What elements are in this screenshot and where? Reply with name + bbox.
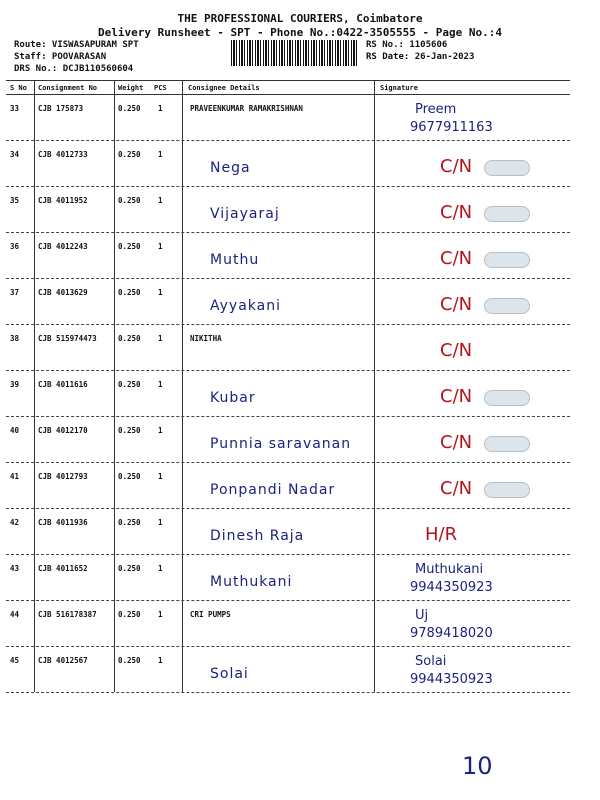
consignment-no: CJB 4012243 xyxy=(38,242,88,251)
consignee-handwritten: Dinesh Raja xyxy=(210,528,305,544)
serial-no: 35 xyxy=(10,196,20,205)
serial-no: 40 xyxy=(10,426,20,435)
row-divider xyxy=(6,370,570,371)
redacted-scribble-icon xyxy=(484,436,530,452)
consignment-no: CJB 4011616 xyxy=(38,380,88,389)
row-divider xyxy=(6,600,570,601)
row-divider xyxy=(6,508,570,509)
consignment-no: CJB 4013629 xyxy=(38,288,88,297)
redacted-scribble-icon xyxy=(484,252,530,268)
col-sno: S No xyxy=(10,84,27,92)
consignment-no: CJB 4012170 xyxy=(38,426,88,435)
weight: 0.250 xyxy=(118,196,141,205)
serial-no: 42 xyxy=(10,518,20,527)
weight: 0.250 xyxy=(118,518,141,527)
pcs: 1 xyxy=(158,564,163,573)
signature-mark: C/N xyxy=(440,340,473,361)
weight: 0.250 xyxy=(118,610,141,619)
drs-label: DRS No.: DCJB110560604 xyxy=(14,64,134,74)
row-divider xyxy=(6,186,570,187)
pcs: 1 xyxy=(158,380,163,389)
consignment-no: CJB 4012733 xyxy=(38,150,88,159)
signature-text: Muthukani xyxy=(415,562,484,577)
consignment-no: CJB 4011952 xyxy=(38,196,88,205)
weight: 0.250 xyxy=(118,656,141,665)
serial-no: 34 xyxy=(10,150,20,159)
weight: 0.250 xyxy=(118,380,141,389)
signature-phone: 9944350923 xyxy=(410,672,493,687)
consignment-no: CJB 4012567 xyxy=(38,656,88,665)
pcs: 1 xyxy=(158,426,163,435)
consignment-no: CJB 4012793 xyxy=(38,472,88,481)
pcs: 1 xyxy=(158,334,163,343)
redacted-scribble-icon xyxy=(484,160,530,176)
pcs: 1 xyxy=(158,610,163,619)
consignee-handwritten: Muthukani xyxy=(210,574,293,590)
consignee-printed: NIKITHA xyxy=(190,334,222,343)
row-divider xyxy=(6,692,570,693)
signature-mark: C/N xyxy=(440,248,473,269)
barcode xyxy=(231,40,359,66)
runsheet-subtitle: Delivery Runsheet - SPT - Phone No.:0422-3505555 - Page No.:4 xyxy=(98,26,502,39)
consignee-handwritten: Ponpandi Nadar xyxy=(210,482,336,498)
consignment-no: CJB 516178387 xyxy=(38,610,97,619)
signature-text: Preem xyxy=(415,102,457,117)
pcs: 1 xyxy=(158,150,163,159)
consignee-handwritten: Punnia saravanan xyxy=(210,436,352,452)
pcs: 1 xyxy=(158,288,163,297)
consignee-handwritten: Vijayaraj xyxy=(210,206,280,222)
redacted-scribble-icon xyxy=(484,390,530,406)
weight: 0.250 xyxy=(118,150,141,159)
pcs: 1 xyxy=(158,472,163,481)
weight: 0.250 xyxy=(118,334,141,343)
pcs: 1 xyxy=(158,242,163,251)
rs-date: RS Date: 26-Jan-2023 xyxy=(366,52,475,62)
consignment-no: CJB 4011652 xyxy=(38,564,88,573)
col-consignee: Consignee Details xyxy=(188,84,260,92)
route-label: Route: VISWASAPURAM SPT xyxy=(14,40,139,50)
serial-no: 43 xyxy=(10,564,20,573)
weight: 0.250 xyxy=(118,564,141,573)
signature-phone: 9789418020 xyxy=(410,626,493,641)
serial-no: 36 xyxy=(10,242,20,251)
consignee-handwritten: Nega xyxy=(210,160,251,176)
row-divider xyxy=(6,554,570,555)
redacted-scribble-icon xyxy=(484,206,530,222)
weight: 0.250 xyxy=(118,426,141,435)
pcs: 1 xyxy=(158,104,163,113)
redacted-scribble-icon xyxy=(484,482,530,498)
header-top-rule xyxy=(6,80,570,81)
signature-phone: 9944350923 xyxy=(410,580,493,595)
consignee-handwritten: Solai xyxy=(210,666,249,682)
signature-mark: C/N xyxy=(440,294,473,315)
company-title: THE PROFESSIONAL COURIERS, Coimbatore xyxy=(177,12,423,25)
signature-text: Uj xyxy=(415,608,429,623)
consignee-printed: CRI PUMPS xyxy=(190,610,231,619)
weight: 0.250 xyxy=(118,104,141,113)
consignment-no: CJB 4011936 xyxy=(38,518,88,527)
row-divider xyxy=(6,278,570,279)
signature-mark: C/N xyxy=(440,156,473,177)
serial-no: 41 xyxy=(10,472,20,481)
consignee-handwritten: Muthu xyxy=(210,252,260,268)
signature-mark: H/R xyxy=(425,524,458,545)
staff-label: Staff: POOVARASAN xyxy=(14,52,107,62)
rs-no: RS No.: 1105606 xyxy=(366,40,448,50)
pcs: 1 xyxy=(158,518,163,527)
row-divider xyxy=(6,416,570,417)
col-weight: Weight xyxy=(118,84,144,92)
header-bottom-rule xyxy=(6,94,570,95)
consignment-no: CJB 175873 xyxy=(38,104,84,113)
col-consignment: Consignment No xyxy=(38,84,98,92)
row-divider xyxy=(6,140,570,141)
consignee-handwritten: Ayyakani xyxy=(210,298,281,314)
consignee-handwritten: Kubar xyxy=(210,390,256,406)
weight: 0.250 xyxy=(118,288,141,297)
serial-no: 38 xyxy=(10,334,20,343)
row-divider xyxy=(6,232,570,233)
weight: 0.250 xyxy=(118,472,141,481)
redacted-scribble-icon xyxy=(484,298,530,314)
col-signature: Signature xyxy=(380,84,418,92)
serial-no: 37 xyxy=(10,288,20,297)
pcs: 1 xyxy=(158,656,163,665)
col-pcs: PCS xyxy=(154,84,167,92)
signature-mark: C/N xyxy=(440,386,473,407)
signature-mark: C/N xyxy=(440,478,473,499)
signature-phone: 9677911163 xyxy=(410,120,493,135)
row-divider xyxy=(6,324,570,325)
serial-no: 45 xyxy=(10,656,20,665)
consignment-no: CJB 515974473 xyxy=(38,334,97,343)
consignee-printed: PRAVEENKUMAR RAMAKRISHNAN xyxy=(190,104,303,113)
serial-no: 39 xyxy=(10,380,20,389)
signature-mark: C/N xyxy=(440,202,473,223)
pcs: 1 xyxy=(158,196,163,205)
signature-mark: C/N xyxy=(440,432,473,453)
weight: 0.250 xyxy=(118,242,141,251)
row-divider xyxy=(6,462,570,463)
page-mark: 10 xyxy=(462,752,493,780)
row-divider xyxy=(6,646,570,647)
signature-text: Solai xyxy=(415,654,447,669)
serial-no: 44 xyxy=(10,610,20,619)
serial-no: 33 xyxy=(10,104,20,113)
